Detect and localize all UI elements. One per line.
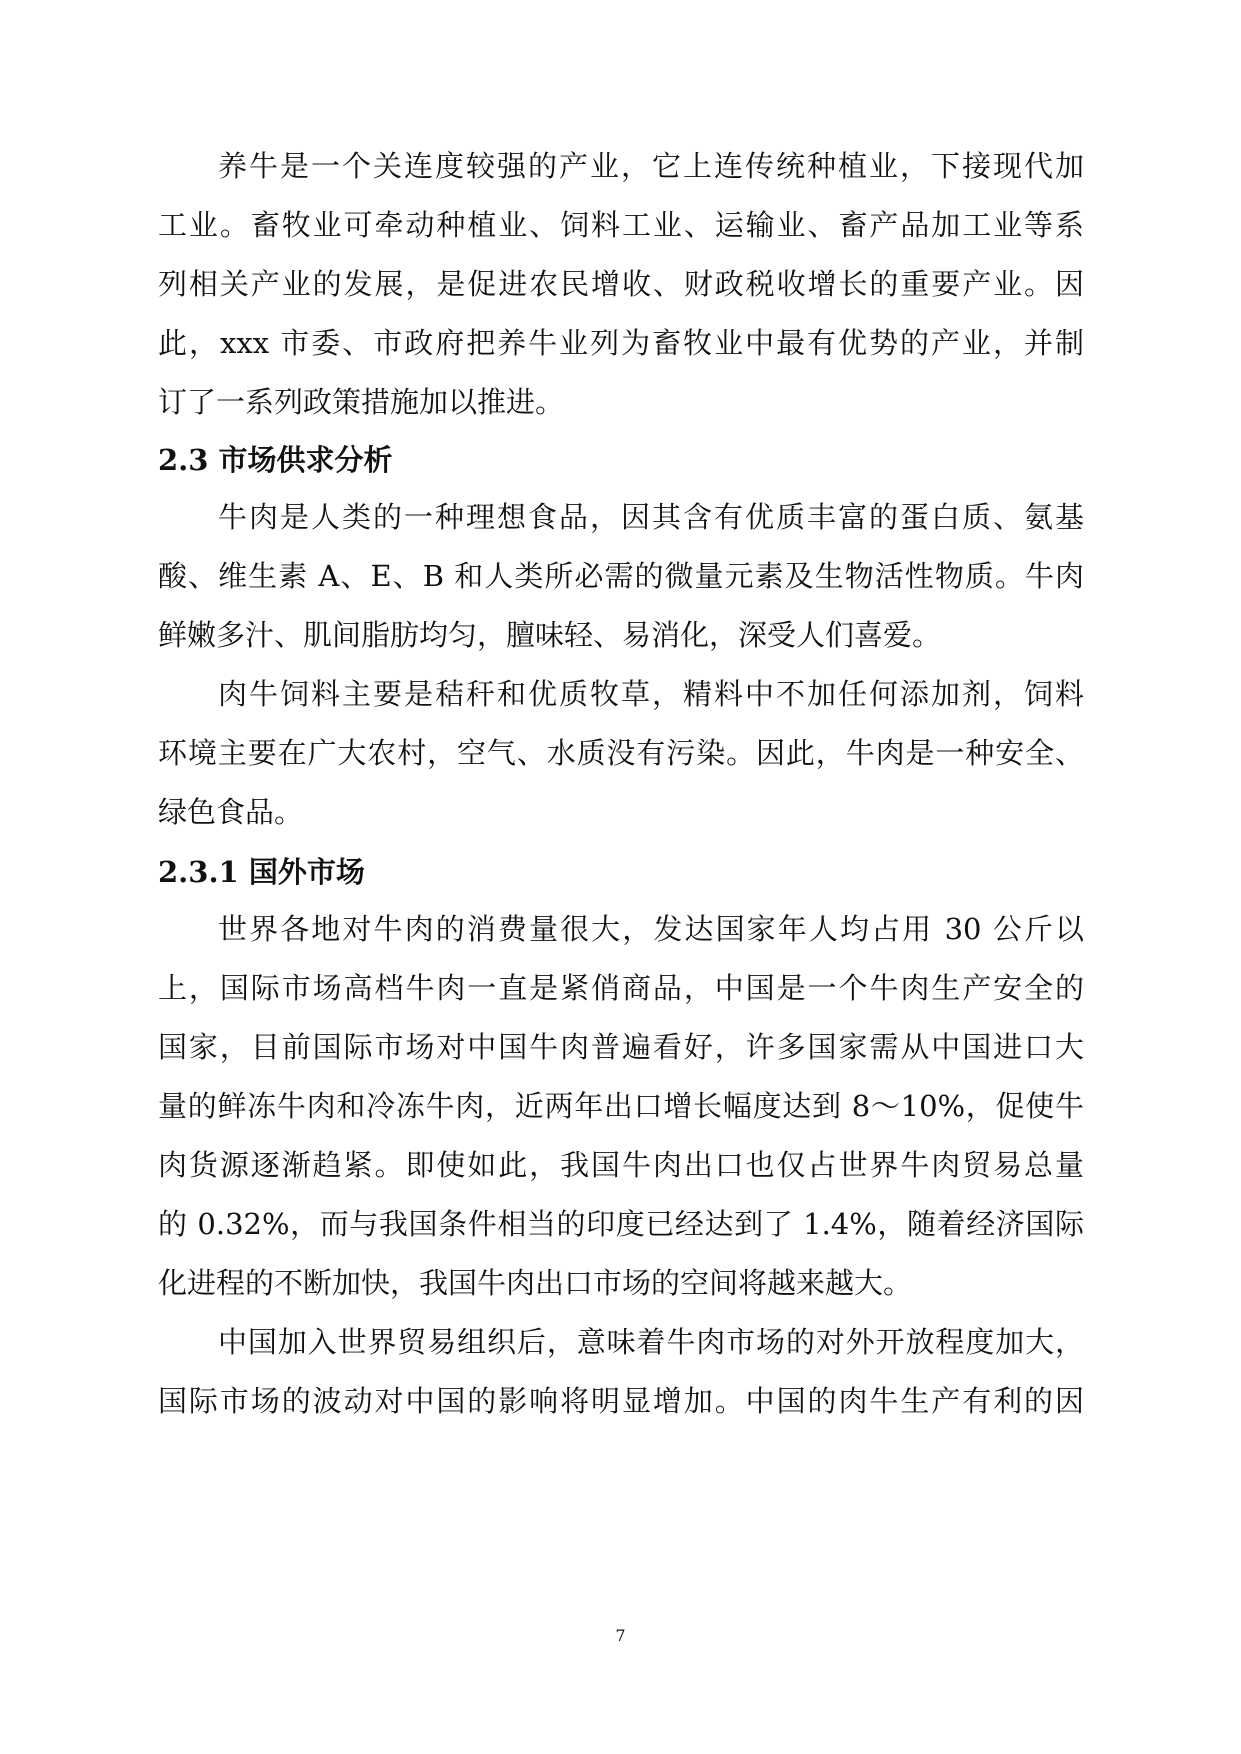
subsection-heading: 2.3.1 国外市场 <box>158 855 365 889</box>
paragraph-line: 上，国际市场高档牛肉一直是紧俏商品，中国是一个牛肉生产安全的 <box>158 971 1084 1005</box>
paragraph-line: 世界各地对牛肉的消费量很大，发达国家年人均占用 30 公斤以 <box>218 912 1084 946</box>
paragraph-line: 国际市场的波动对中国的影响将明显增加。中国的肉牛生产有利的因 <box>158 1384 1084 1418</box>
paragraph-line: 养牛是一个关连度较强的产业，它上连传统种植业，下接现代加 <box>218 149 1084 183</box>
paragraph-line: 肉牛饲料主要是秸秆和优质牧草，精料中不加任何添加剂，饲料 <box>218 677 1084 711</box>
paragraph-line: 量的鲜冻牛肉和冷冻牛肉，近两年出口增长幅度达到 8～10%，促使牛 <box>158 1089 1084 1123</box>
paragraph-line: 绿色食品。 <box>158 795 304 829</box>
paragraph-line: 列相关产业的发展，是促进农民增收、财政税收增长的重要产业。因 <box>158 267 1084 301</box>
section-heading: 2.3 市场供求分析 <box>158 443 393 477</box>
paragraph-line: 酸、维生素 A、E、B 和人类所必需的微量元素及生物活性物质。牛肉 <box>158 559 1084 593</box>
paragraph-line: 的 0.32%，而与我国条件相当的印度已经达到了 1.4%，随着经济国际 <box>158 1207 1084 1241</box>
page-number: 7 <box>615 1626 626 1645</box>
paragraph-line: 牛肉是人类的一种理想食品，因其含有优质丰富的蛋白质、氨基 <box>218 500 1084 534</box>
paragraph-line: 订了一系列政策措施加以推进。 <box>158 385 565 419</box>
paragraph-line: 工业。畜牧业可牵动种植业、饲料工业、运输业、畜产品加工业等系 <box>158 208 1084 242</box>
paragraph-line: 鲜嫩多汁、肌间脂肪均匀，膻味轻、易消化，深受人们喜爱。 <box>158 618 942 652</box>
paragraph-line: 肉货源逐渐趋紧。即使如此，我国牛肉出口也仅占世界牛肉贸易总量 <box>158 1148 1084 1182</box>
paragraph-line: 国家，目前国际市场对中国牛肉普遍看好，许多国家需从中国进口大 <box>158 1030 1084 1064</box>
paragraph-line: 此，xxx 市委、市政府把养牛业列为畜牧业中最有优势的产业，并制 <box>158 326 1084 360</box>
paragraph-line: 中国加入世界贸易组织后，意味着牛肉市场的对外开放程度加大， <box>218 1325 1084 1359</box>
paragraph-line: 化进程的不断加快，我国牛肉出口市场的空间将越来越大。 <box>158 1266 913 1300</box>
paragraph-line: 环境主要在广大农村，空气、水质没有污染。因此，牛肉是一种安全、 <box>158 736 1084 770</box>
